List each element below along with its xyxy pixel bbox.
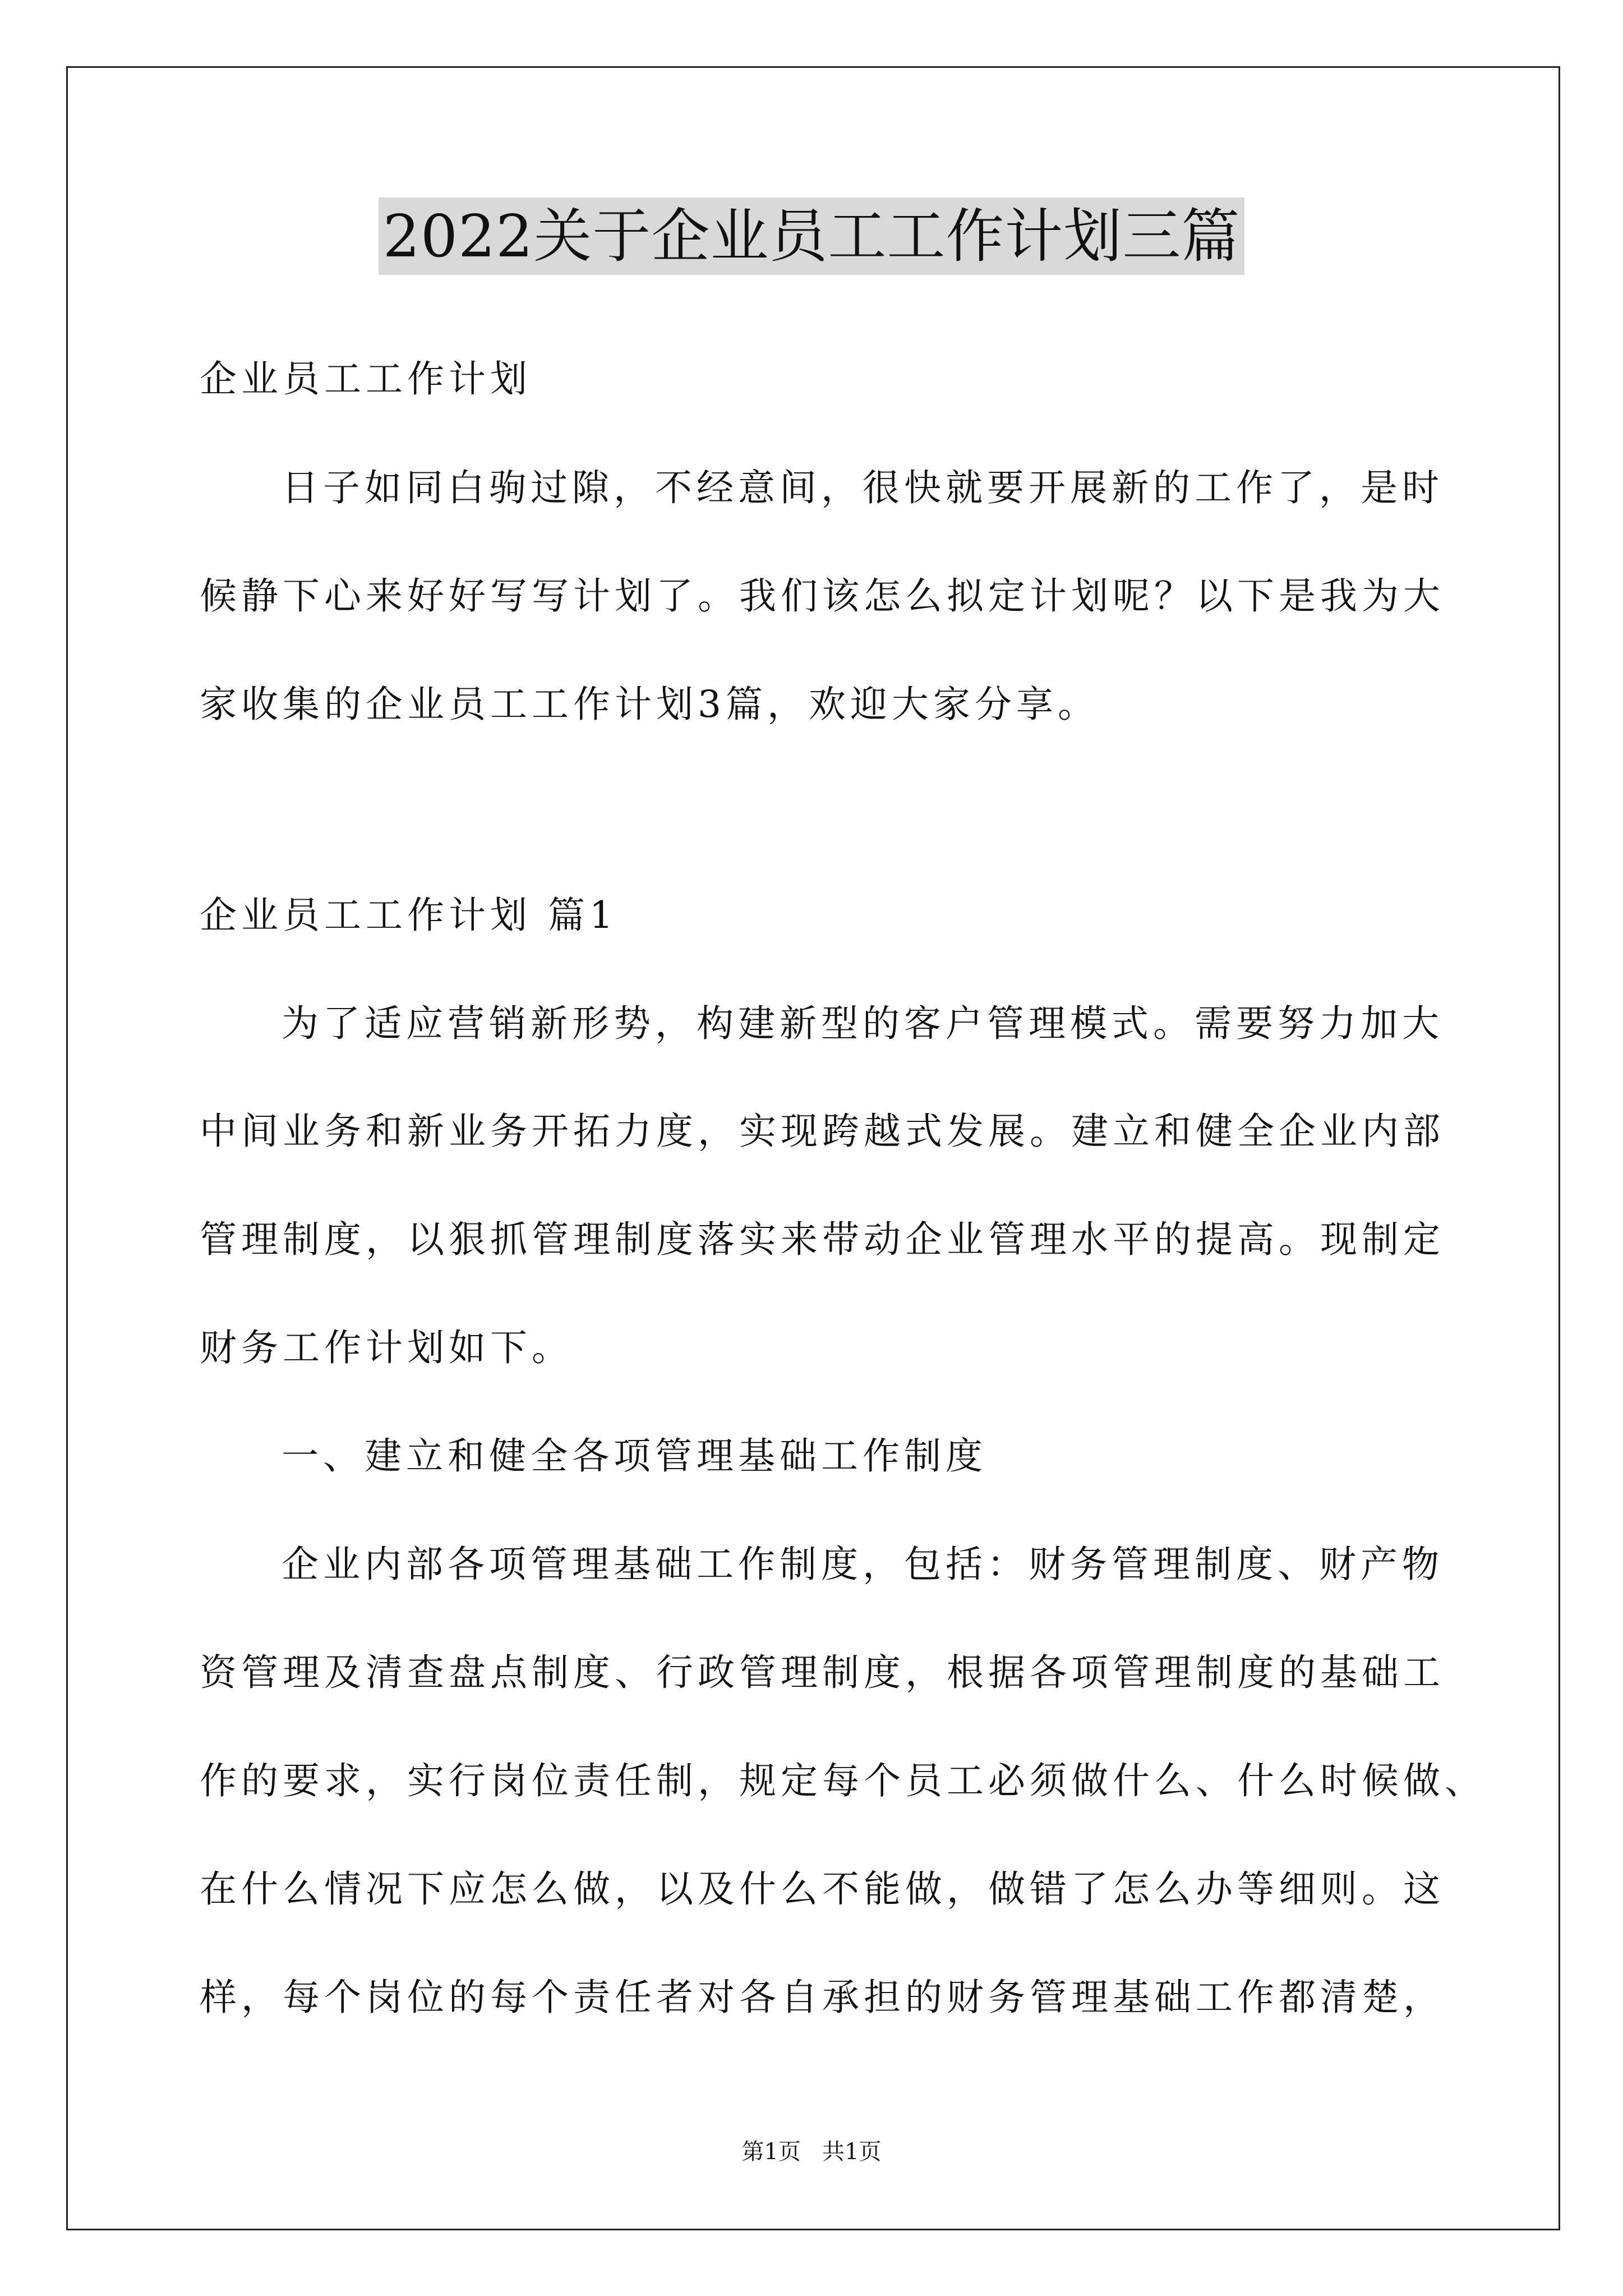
paragraph-line: 财务工作计划如下。 <box>200 1326 573 1369</box>
paragraph-line: 中间业务和新业务开拓力度，实现跨越式发展。建立和健全企业内部 <box>200 1110 1445 1153</box>
section-heading: 企业员工工作计划 <box>200 357 532 401</box>
section-heading: 企业员工工作计划 篇1 <box>200 894 617 937</box>
paragraph-line: 日子如同白驹过隙，不经意间，很快就要开展新的工作了，是时 <box>282 466 1444 509</box>
paragraph-line: 管理制度，以狠抓管理制度落实来带动企业管理水平的提高。现制定 <box>200 1218 1445 1261</box>
paragraph-line: 为了适应营销新形势，构建新型的客户管理模式。需要努力加大 <box>282 1002 1444 1045</box>
paragraph-line: 企业内部各项管理基础工作制度，包括：财务管理制度、财产物 <box>282 1543 1444 1586</box>
paragraph-line: 在什么情况下应怎么做，以及什么不能做，做错了怎么办等细则。这 <box>200 1867 1445 1911</box>
paragraph-line: 样，每个岗位的每个责任者对各自承担的财务管理基础工作都清楚， <box>200 1976 1445 2019</box>
paragraph-line: 资管理及清查盘点制度、行政管理制度，根据各项管理制度的基础工 <box>200 1651 1445 1694</box>
page-footer: 第1页 共1页 <box>741 2139 882 2165</box>
title-wrap <box>0 197 1623 275</box>
document-title: 2022关于企业员工工作计划三篇 <box>379 197 1245 275</box>
paragraph-line: 作的要求，实行岗位责任制，规定每个员工必须做什么、什么时候做、 <box>200 1759 1486 1802</box>
paragraph-line: 家收集的企业员工工作计划3篇，欢迎大家分享。 <box>200 683 1099 726</box>
subsection-heading: 一、建立和健全各项管理基础工作制度 <box>282 1434 987 1478</box>
paragraph-line: 候静下心来好好写写计划了。我们该怎么拟定计划呢？以下是我为大 <box>200 574 1445 618</box>
